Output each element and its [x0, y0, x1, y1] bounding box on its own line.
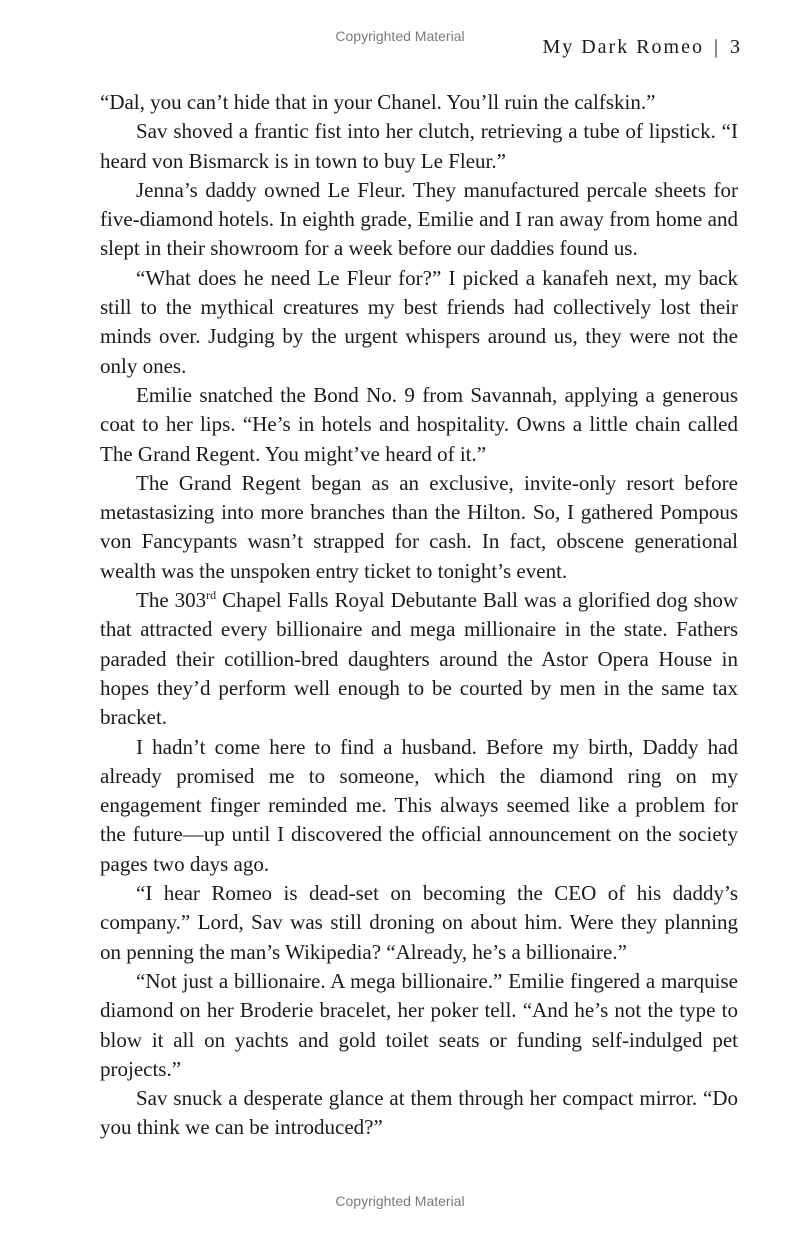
copyright-watermark-top: Copyrighted Material: [335, 28, 465, 44]
ordinal-suffix: rd: [206, 588, 217, 603]
paragraph-4: “What does he need Le Fleur for?” I picked a kanafeh next, my back still to the mythical creatures my best friends had collectively lost their minds over. Judging by the urgent whispers around us, they were not the only ones.: [100, 265, 738, 378]
paragraph-3: Jenna’s daddy owned Le Fleur. They manufactured percale sheets for five-diamond hotels. In eighth grade, Emilie and I ran away from home and slept in their showroom for a week before our daddies found us.: [100, 177, 738, 261]
paragraph-11: Sav snuck a desperate glance at them through her compact mirror. “Do you think we can be introduced?”: [100, 1086, 738, 1140]
header-separator: |: [713, 36, 720, 58]
copyright-watermark-bottom: Copyrighted Material: [335, 1193, 465, 1209]
paragraph-5: Emilie snatched the Bond No. 9 from Savannah, applying a generous coat to her lips. “He’s in hotels and hospitality. Owns a little chain called The Grand Regent. You might’ve heard of it.”: [100, 382, 738, 466]
paragraph-7-rest: Chapel Falls Royal Debutante Ball was a glorified dog show that attracted every billionaire and mega millionaire in the state. Fathers paraded their cotillion-bred daughters around the Astor Opera House in hopes they’d perform well enough to be courted by men in the same tax bracket.: [100, 588, 738, 730]
paragraph-9: “I hear Romeo is dead-set on becoming the CEO of his daddy’s company.” Lord, Sav was still droning on about him. Were they planning on penning the man’s Wikipedia? “Already, he’s a billionaire.”: [100, 881, 738, 964]
paragraph-1: “Dal, you can’t hide that in your Chanel. You’ll ruin the calfskin.”: [100, 90, 656, 114]
paragraph-8: I hadn’t come here to find a husband. Before my birth, Daddy had already promised me to someone, which the diamond ring on my engagement finger reminded me. This always seemed like a problem for the future—up until I discovered the official announcement on the society pages two days ago.: [100, 734, 738, 876]
page-number: 3: [730, 36, 742, 58]
paragraph-7-start: The 303: [136, 588, 207, 613]
body-text: [100, 88, 738, 1143]
paragraph-10: “Not just a billionaire. A mega billionaire.” Emilie fingered a marquise diamond on her Broderie bracelet, her poker tell. “And he’s not the type to blow it all on yachts and gold toilet seats or funding self-indulged pet projects.”: [100, 968, 738, 1081]
paragraph-2: Sav shoved a frantic fist into her clutch, retrieving a tube of lipstick. “I heard von Bismarck is in town to buy Le Fleur.”: [100, 119, 738, 173]
running-header: [542, 36, 742, 59]
paragraph-7: [100, 586, 738, 732]
book-title: My Dark Romeo: [542, 36, 704, 58]
paragraph-6: The Grand Regent began as an exclusive, invite-only resort before metastasizing into more branches than the Hilton. So, I gathered Pompous von Fancypants wasn’t strapped for cash. In fact, obscene generational wealth was the unspoken entry ticket to tonight’s event.: [100, 470, 738, 583]
